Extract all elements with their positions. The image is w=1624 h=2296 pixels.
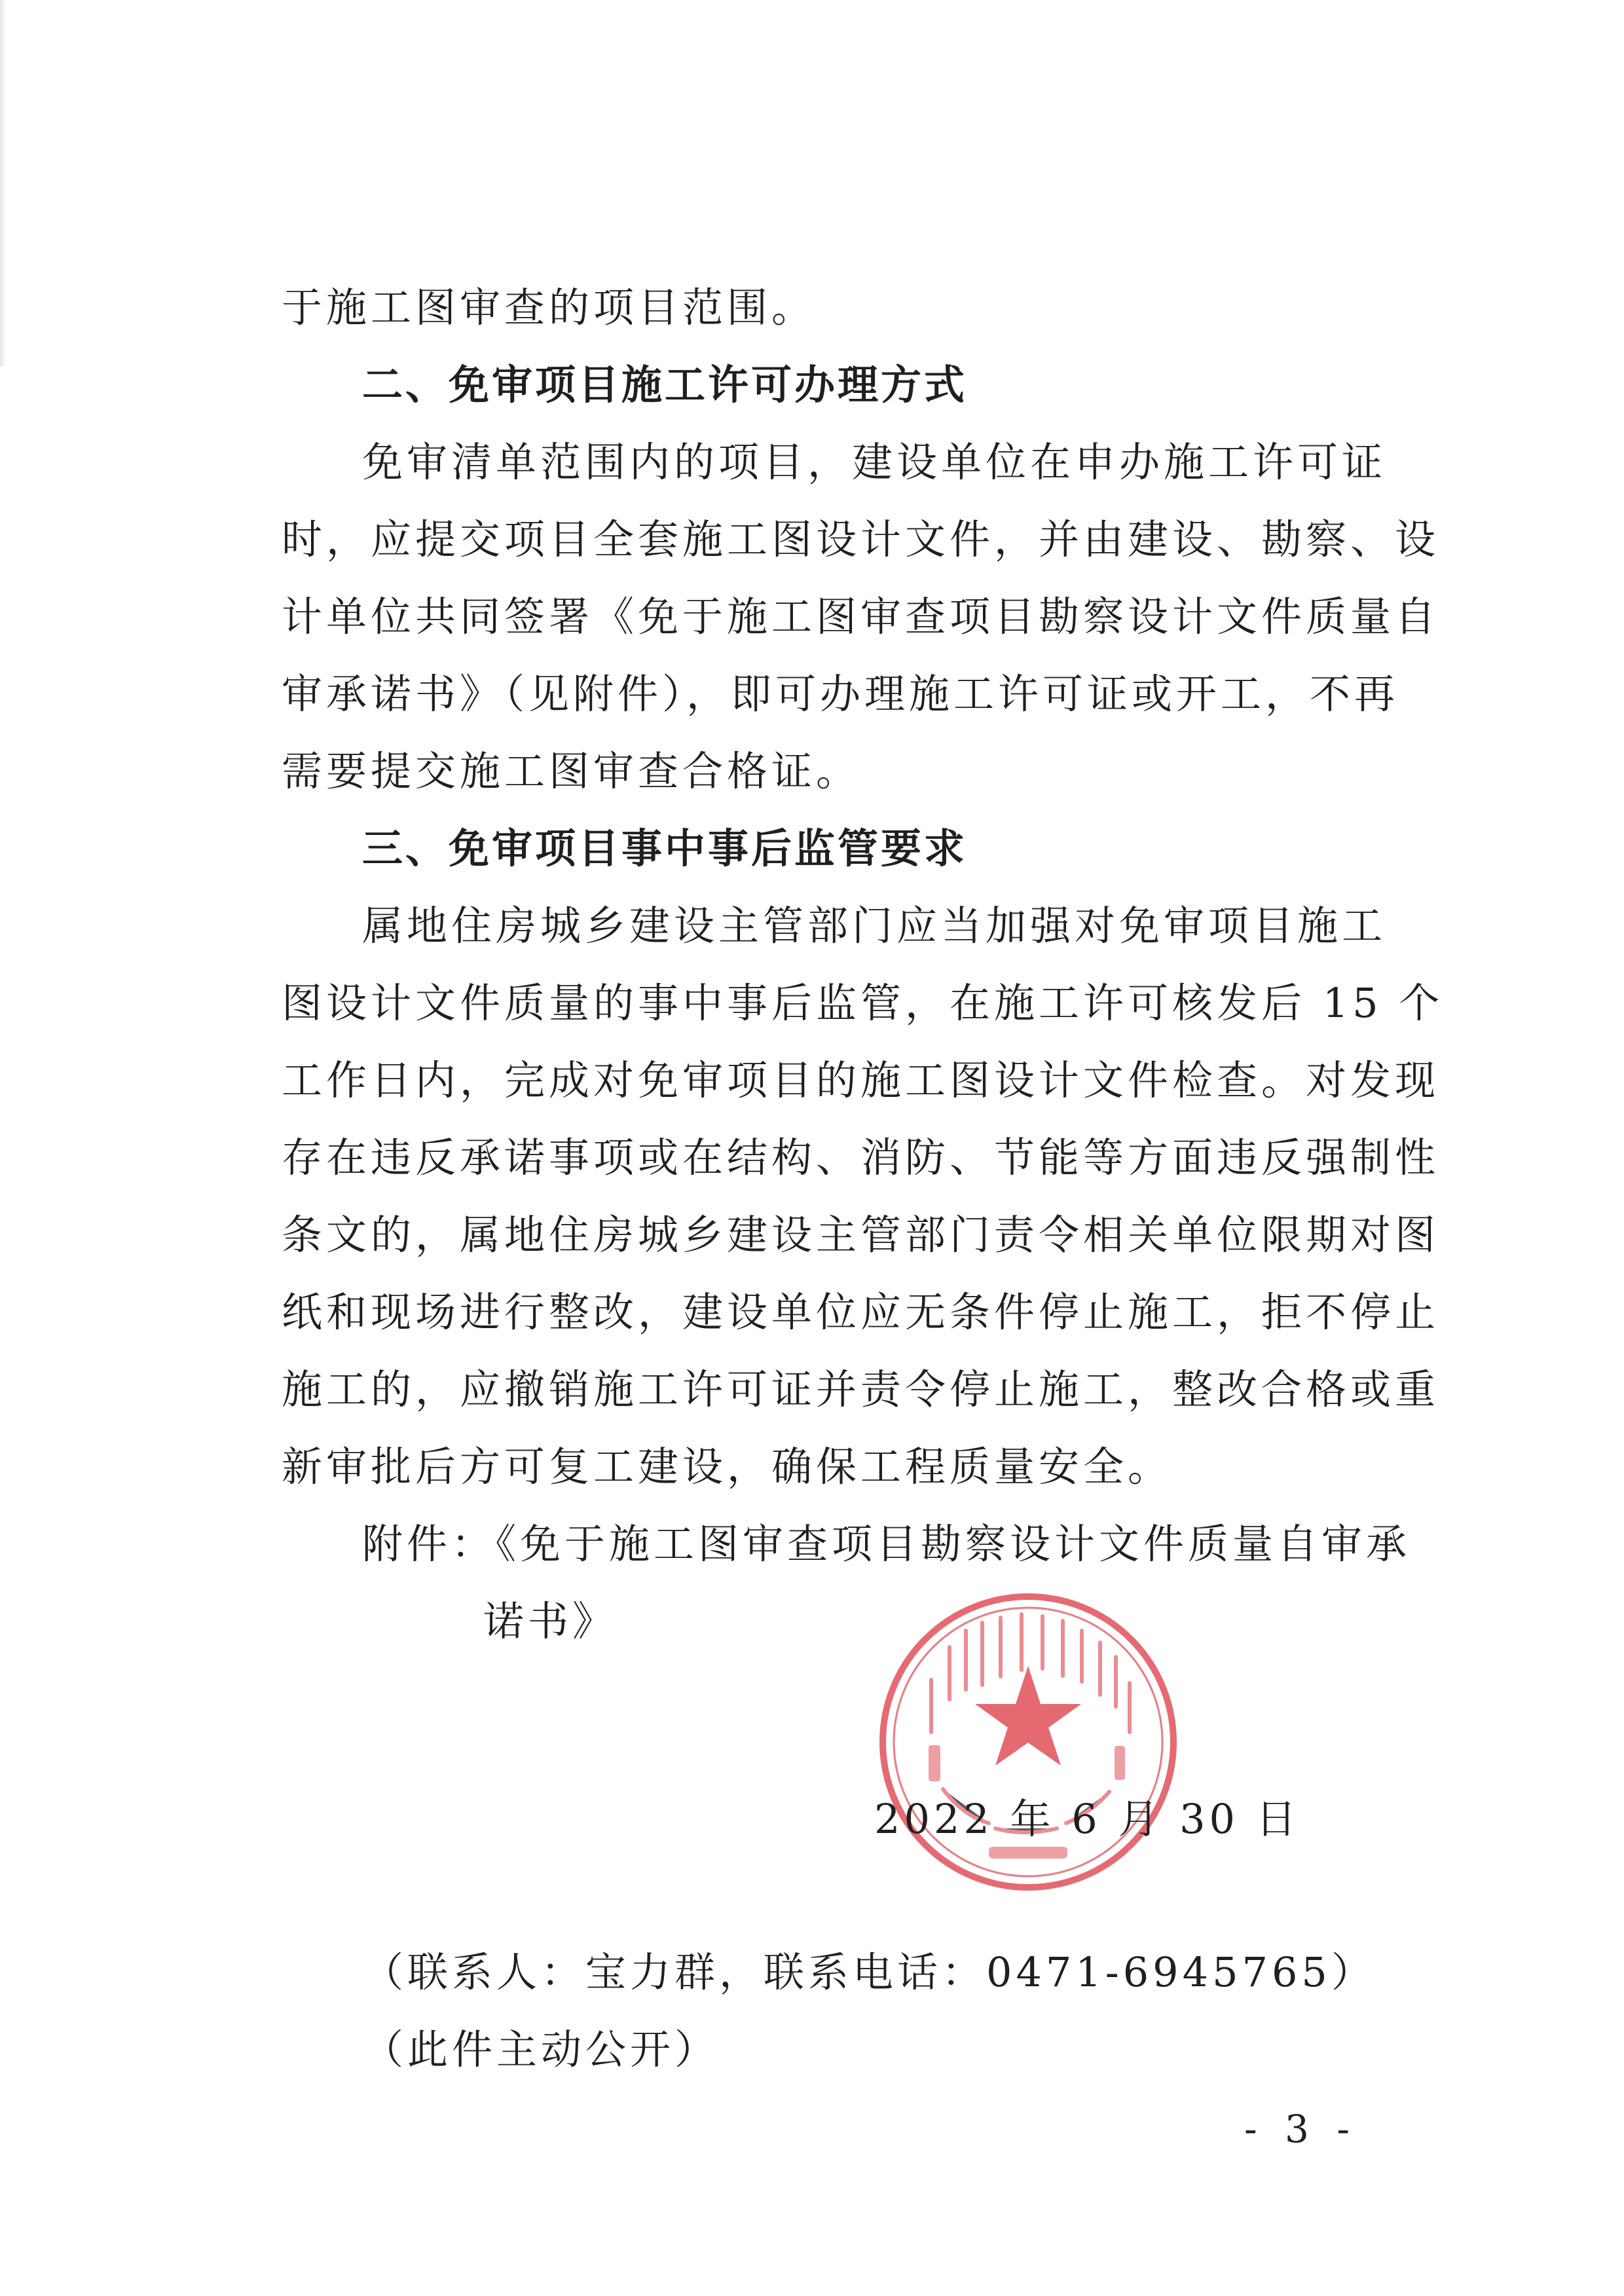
text-line-12: 存在违反承诺事项或在结构、消防、节能等方面违反强制性 [282,1134,1440,1181]
text-line-1: 于施工图审查的项目范围。 [282,284,817,331]
section-heading-3: 三、免审项目事中事后监管要求 [362,824,968,872]
text-line-14: 纸和现场进行整改，建设单位应无条件停止施工，拒不停止 [282,1288,1440,1336]
document-date: 2022 年 6 月 30 日 [874,1795,1301,1843]
text-line-7: 需要提交施工图审查合格证。 [282,747,861,795]
text-line-10: 图设计文件质量的事中事后监管，在施工许可核发后 15 个 [282,979,1444,1027]
text-line-6: 审承诺书》（见附件），即可办理施工许可证或开工，不再 [282,670,1399,718]
attachment-line-2: 诺书》 [483,1597,618,1645]
page-number: - 3 - [1244,2107,1357,2151]
text-line-13: 条文的，属地住房城乡建设主管部门责令相关单位限期对图 [282,1211,1440,1259]
text-line-15: 施工的，应撤销施工许可证并责令停止施工，整改合格或重 [282,1365,1440,1413]
text-line-5: 计单位共同签署《免于施工图审查项目勘察设计文件质量自 [282,593,1440,640]
text-line-16: 新审批后方可复工建设，确保工程质量安全。 [282,1443,1173,1491]
text-line-3: 免审清单范围内的项目，建设单位在申办施工许可证 [362,438,1387,486]
text-line-9: 属地住房城乡建设主管部门应当加强对免审项目施工 [362,902,1387,950]
contact-line: （联系人：宝力群，联系电话：0471-6945765） [363,1948,1376,1996]
text-line-11: 工作日内，完成对免审项目的施工图设计文件检查。对发现 [282,1056,1440,1104]
official-seal [871,1585,1185,1899]
scan-edge-shadow [0,0,7,367]
text-line-4: 时，应提交项目全套施工图设计文件，并由建设、勘察、设 [282,515,1440,563]
section-heading-2: 二、免审项目施工许可办理方式 [362,361,968,409]
attachment-line-1: 附件：《免于施工图审查项目勘察设计文件质量自审承 [362,1520,1411,1568]
publicity-note: （此件主动公开） [363,2026,720,2073]
